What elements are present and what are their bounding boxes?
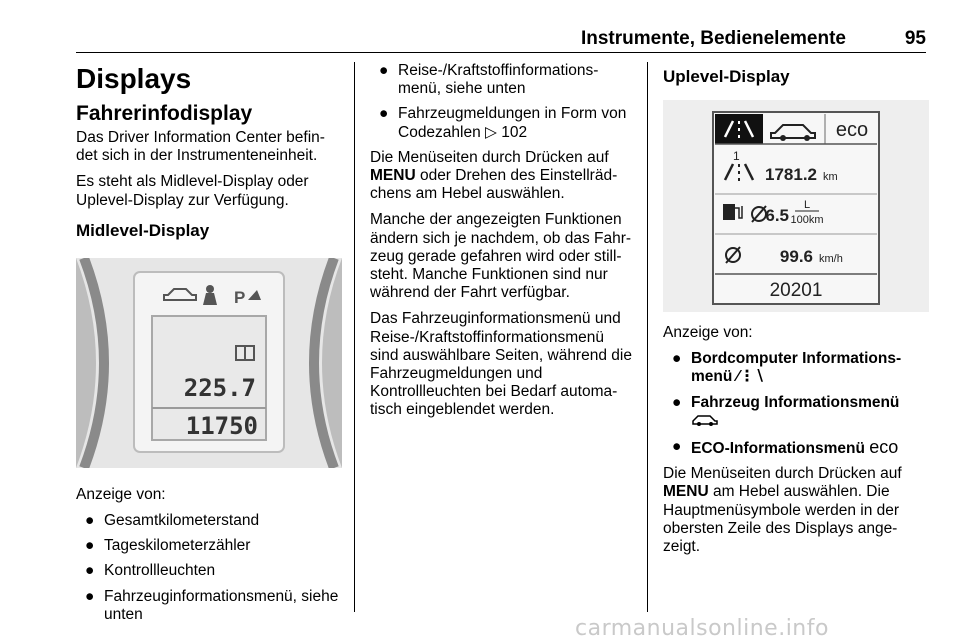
menu-list — [370, 62, 636, 142]
consumption-unit-bottom: 100km — [790, 214, 824, 226]
heading-midlevel-display: Midlevel-Display — [76, 220, 210, 240]
column-3 — [663, 62, 931, 564]
column-2 — [370, 62, 636, 428]
vehicle-inline-icon — [691, 412, 719, 426]
column-1 — [76, 62, 342, 631]
header-rule — [76, 52, 926, 53]
eco-tab-label: eco — [835, 119, 869, 141]
consumption-unit-top: L — [803, 199, 811, 211]
menu-keyword: MENU — [370, 167, 416, 185]
svg-text:P: P — [234, 287, 246, 307]
page-reference[interactable]: 102 — [501, 123, 528, 141]
trip-number: 1 — [733, 149, 740, 163]
midlevel-list — [76, 512, 342, 624]
uplevel-display-image — [663, 100, 929, 312]
odometer-value: 11750 — [185, 411, 258, 440]
paragraph-uplevel-menu: Die Menüseiten durch Drücken auf MENU am Hebel auswählen. Die Hauptmenüsymbole werden in der obersten Zeile des Displays ange-zeigt. — [663, 465, 902, 556]
page-number: 95 — [904, 28, 926, 49]
list-item: ● Kontrollleuchten — [85, 562, 216, 580]
watermark: carmanualsonline.info — [575, 616, 829, 641]
heading-driver-info-display: Fahrerinfodisplay — [76, 102, 253, 125]
eco-inline-symbol: eco — [869, 437, 899, 458]
uplevel-display-graphic — [663, 100, 929, 312]
list-item: ● Fahrzeugmeldungen in Form von Codezahlen ▷ 102 — [379, 105, 627, 141]
midlevel-display-image — [76, 258, 342, 468]
page-header — [76, 28, 926, 48]
list-item: ● Bordcomputer Informations-menü ⁄⋮∖ — [672, 350, 902, 386]
avg-consumption-value: 6.5 — [765, 206, 789, 225]
heading-uplevel-display: Uplevel-Display — [663, 67, 790, 86]
paragraph-dic: Das Driver Information Center befin-det sich in der Instrumenteneinheit. — [76, 129, 325, 165]
menu-keyword-2: MENU — [663, 483, 709, 501]
uplevel-list — [663, 350, 931, 458]
trip-value: 225.7 — [183, 373, 256, 402]
list-item: ● Fahrzeuginformationsmenü, siehe unten — [85, 587, 339, 623]
paragraph-availability: Es steht als Midlevel-Display oder Uplevel-Display zur Verfügung. — [76, 173, 309, 209]
display-of-label: Anzeige von: — [76, 485, 166, 503]
paragraph-menu-pages: Die Menüseiten durch Drücken auf MENU oder Drehen des Einstellräd-chens am Hebel auswählen. — [370, 148, 618, 203]
heading-displays: Displays — [76, 63, 192, 94]
column-divider-2 — [647, 62, 648, 612]
trip-computer-inline-icon: ⁄⋮∖ — [736, 368, 766, 386]
uplevel-odometer-value: 20201 — [769, 280, 823, 301]
column-divider-1 — [354, 62, 355, 612]
list-item: ● Gesamtkilometerstand — [85, 512, 260, 530]
display-of-label-2: Anzeige von: — [663, 324, 753, 341]
page-ref-arrow-icon: ▷ — [485, 123, 497, 141]
midlevel-display-graphic — [76, 258, 342, 468]
section-title: Instrumente, Bedienelemente — [580, 28, 846, 49]
trip-distance-value: 1781.2 — [765, 165, 817, 184]
paragraph-vehicle-info: Das Fahrzeuginformationsmenü und Reise-/Kraftstoffinformationsmenü sind auswählbare Seiten, während die Fahrzeugmeldungen und Kontrollleuchten bei Bedarf automa-tisch eingeblendet werden. — [370, 310, 632, 419]
list-item: ● Fahrzeug Informationsmenü — [663, 394, 931, 431]
list-item: ● Reise-/Kraftstoffinformations-menü, siehe unten — [379, 62, 599, 98]
avg-speed-value: 99.6 — [779, 247, 813, 266]
trip-distance-unit: km — [823, 171, 838, 183]
list-item: ● ECO-Informationsmenü eco — [672, 437, 899, 458]
avg-speed-unit: km/h — [819, 253, 843, 265]
list-item: ● Tageskilometerzähler — [85, 537, 251, 555]
paragraph-functions: Manche der angezeigten Funktionen ändern sich je nachdem, ob das Fahr-zeug gerade gefahren wird oder still-steht. Manche Funktionen sind nur während der Fahrt verfügbar. — [370, 211, 632, 302]
